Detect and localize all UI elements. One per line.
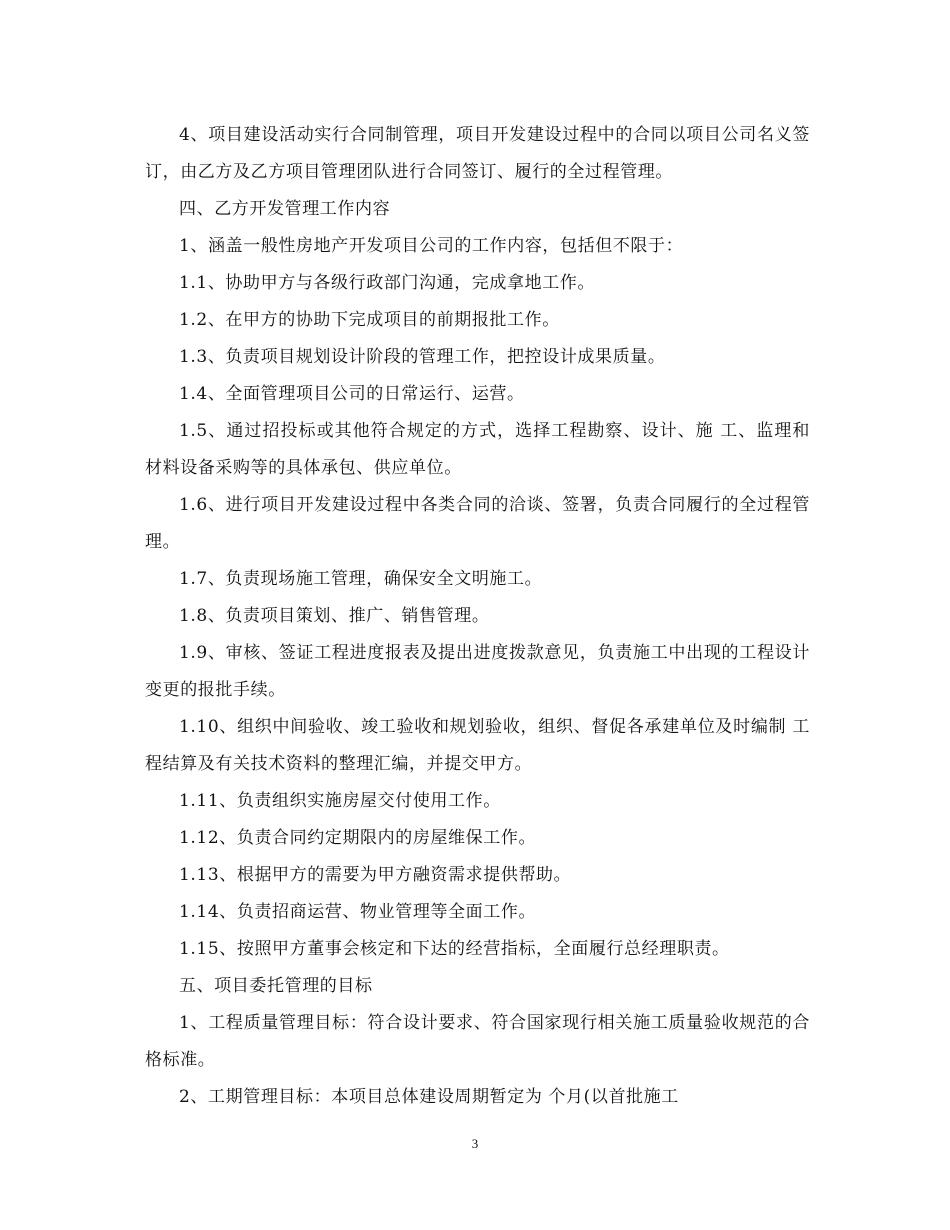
section-heading-4: 四、乙方开发管理工作内容 xyxy=(179,199,391,219)
paragraph-item-1-10: 1.10、组织中间验收、竣工验收和规划验收，组织、督促各承建单位及时编制 工程结算及有关技术资料的整理汇编，并提交甲方。 xyxy=(145,717,810,774)
paragraph-item-1-9: 1.9、审核、签证工程进度报表及提出进度拨款意见，负责施工中出现的工程设计变更的报批手续。 xyxy=(145,643,810,700)
section-heading-5: 五、项目委托管理的目标 xyxy=(179,976,373,996)
document-body xyxy=(145,117,810,1116)
paragraph-item-1-12: 1.12、负责合同约定期限内的房屋维保工作。 xyxy=(179,828,537,848)
paragraph-item-1-6: 1.6、进行项目开发建设过程中各类合同的洽谈、签署，负责合同履行的全过程管理。 xyxy=(145,495,810,552)
paragraph-item-1-15: 1.15、按照甲方董事会核定和下达的经营指标，全面履行总经理职责。 xyxy=(179,939,730,959)
paragraph-item-1-14: 1.14、负责招商运营、物业管理等全面工作。 xyxy=(179,902,537,922)
paragraph-item-1: 1、涵盖一般性房地产开发项目公司的工作内容，包括但不限于： xyxy=(179,236,684,256)
paragraph-goal-2: 2、工期管理目标：本项目总体建设周期暂定为 个月(以首批施工 xyxy=(179,1087,679,1107)
paragraph-clause-4: 4、项目建设活动实行合同制管理，项目开发建设过程中的合同以项目公司名义签订，由乙方及乙方项目管理团队进行合同签订、履行的全过程管理。 xyxy=(145,125,810,182)
paragraph-item-1-11: 1.11、负责组织实施房屋交付使用工作。 xyxy=(179,791,501,811)
paragraph-item-1-4: 1.4、全面管理项目公司的日常运行、运营。 xyxy=(179,384,525,404)
paragraph-item-1-13: 1.13、根据甲方的需要为甲方融资需求提供帮助。 xyxy=(179,865,572,885)
paragraph-item-1-5: 1.5、通过招投标或其他符合规定的方式，选择工程勘察、设计、施 工、监理和材料设备采购等的具体承包、供应单位。 xyxy=(145,421,810,478)
paragraph-item-1-8: 1.8、负责项目策划、推广、销售管理。 xyxy=(179,606,490,626)
paragraph-item-1-3: 1.3、负责项目规划设计阶段的管理工作，把控设计成果质量。 xyxy=(179,347,666,367)
paragraph-item-1-7: 1.7、负责现场施工管理，确保安全文明施工。 xyxy=(179,569,543,589)
paragraph-item-1-1: 1.1、协助甲方与各级行政部门沟通，完成拿地工作。 xyxy=(179,273,596,293)
page-number: 3 xyxy=(471,1136,479,1151)
paragraph-item-1-2: 1.2、在甲方的协助下完成项目的前期报批工作。 xyxy=(179,310,560,330)
paragraph-goal-1: 1、工程质量管理目标：符合设计要求、符合国家现行相关施工质量验收规范的合格标准。 xyxy=(145,1013,810,1070)
